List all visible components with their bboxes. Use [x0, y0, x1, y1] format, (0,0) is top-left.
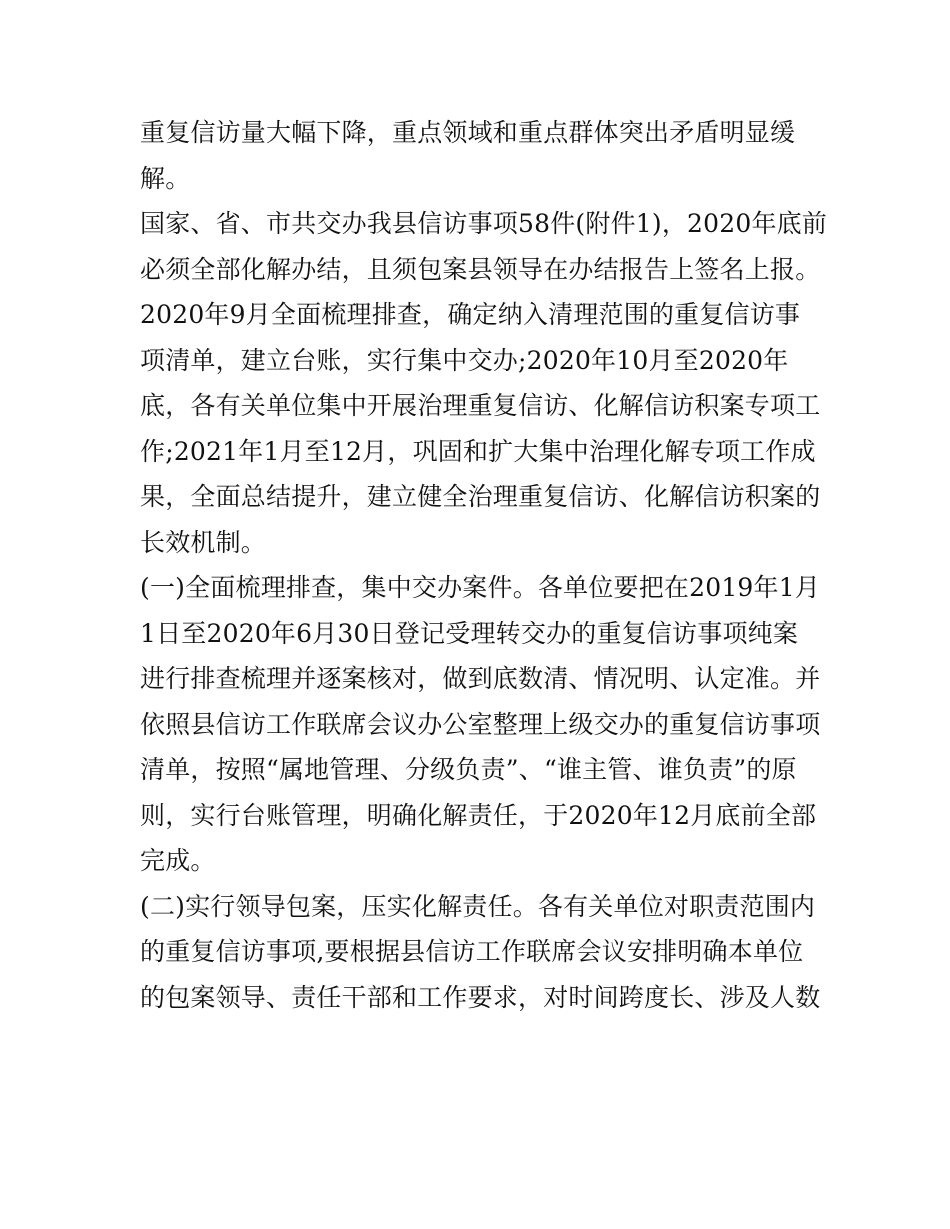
text-line: 1日至2020年6月30日登记受理转交办的重复信访事项纯案 [140, 618, 799, 648]
text-line: 的包案领导、责任干部和工作要求，对时间跨度长、涉及人数 [140, 982, 821, 1012]
text-line: 国家、省、市共交办我县信访事项58件(附件1)，2020年底前 [140, 209, 828, 238]
text-line: 解。 [140, 163, 191, 193]
text-line: 进行排查梳理并逐案核对，做到底数清、情况明、认定准。并 [140, 664, 821, 693]
text-line: 的重复信访事项,要根据县信访工作联席会议安排明确本单位 [140, 937, 804, 966]
text-line: 项清单，建立台账，实行集中交办;2020年10月至2020年 [140, 345, 789, 375]
text-line: 则，实行台账管理，明确化解责任，于2020年12月底前全部 [140, 800, 817, 830]
document-body [140, 110, 828, 1020]
text-line: 底，各有关单位集中开展治理重复信访、化解信访积案专项工 [140, 391, 821, 420]
text-line: 完成。 [140, 846, 216, 875]
text-line: (二)实行领导包案，压实化解责任。各有关单位对职责范围内 [140, 891, 816, 921]
text-line: 依照县信访工作联席会议办公室整理上级交办的重复信访事项 [140, 709, 821, 739]
text-line: 长效机制。 [140, 527, 267, 557]
text-line: 2020年9月全面梳理排查，确定纳入清理范围的重复信访事 [140, 300, 801, 329]
text-line: (一)全面梳理排查，集中交办案件。各单位要把在2019年1月 [140, 573, 821, 602]
text-line: 果，全面总结提升，建立健全治理重复信访、化解信访积案的 [140, 482, 821, 511]
text-line: 必须全部化解办结，且须包案县领导在办结报告上签名上报。 [140, 254, 821, 284]
text-line: 作;2021年1月至12月，巩固和扩大集中治理化解专项工作成 [140, 436, 816, 466]
text-line: 清单，按照“属地管理、分级负责”、“谁主管、谁负责”的原 [140, 755, 797, 784]
text-line: 重复信访量大幅下降，重点领域和重点群体突出矛盾明显缓 [140, 118, 796, 147]
